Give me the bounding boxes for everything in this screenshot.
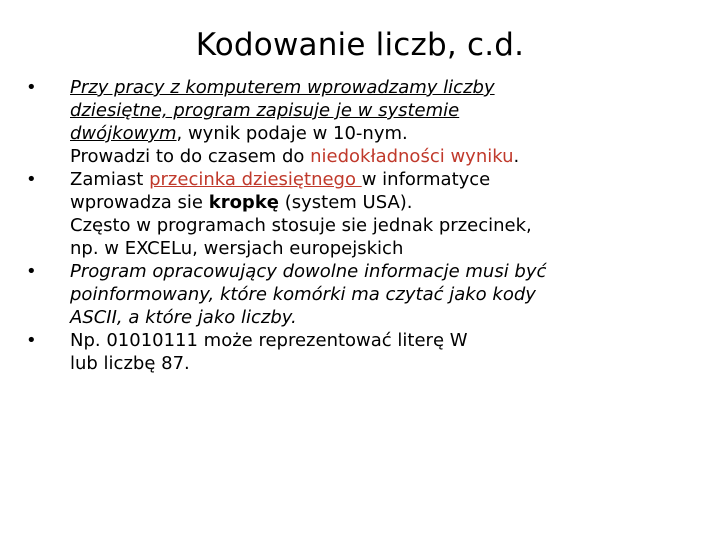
bullet-2-line-2: wprowadza sie kropkę (system USA).	[70, 192, 413, 213]
bullet-1-line-1: Przy pracy z komputerem wprowadzamy liczby	[70, 77, 495, 98]
highlight-przecinka: przecinka dziesiętnego	[149, 169, 362, 190]
bullet-dot-icon: •	[26, 330, 37, 351]
bullet-item-3	[0, 260, 720, 329]
bullet-item-2	[0, 168, 720, 260]
bullet-1-line-3: dwójkowym, wynik podaje w 10-nym.	[70, 123, 408, 144]
bullet-4-line-1: Np. 01010111 może reprezentować literę W	[70, 330, 468, 351]
bullet-dot-icon: •	[26, 77, 37, 98]
bullet-2-line-4: np. w EXCELu, wersjach europejskich	[70, 238, 404, 259]
bullet-1-line-4: Prowadzi to do czasem do niedokładności wyniku.	[70, 146, 520, 167]
bullet-list	[0, 76, 720, 375]
bullet-text-4	[70, 329, 710, 375]
highlight-niedokladnosci: niedokładności wyniku	[310, 146, 514, 167]
bullet-3-line-2: poinformowany, które komórki ma czytać jako kody	[70, 284, 536, 305]
bullet-2-line-3: Często w programach stosuje sie jednak przecinek,	[70, 215, 532, 236]
bullet-dot-icon: •	[26, 261, 37, 282]
bullet-text-3	[70, 260, 710, 329]
bullet-item-1	[0, 76, 720, 168]
slide-title: Kodowanie liczb, c.d.	[195, 27, 525, 63]
bullet-text-1	[70, 76, 710, 168]
bold-kropke: kropkę	[208, 192, 279, 213]
bullet-text-2	[70, 168, 710, 260]
bullet-4-line-2: lub liczbę 87.	[70, 353, 190, 374]
bullet-3-line-3: ASCII, a które jako liczby.	[70, 307, 297, 328]
bullet-item-4	[0, 329, 720, 375]
bullet-dot-icon: •	[26, 169, 37, 190]
bullet-1-line-2: dziesiętne, program zapisuje je w systemie	[70, 100, 460, 121]
bullet-3-line-1: Program opracowujący dowolne informacje musi być	[70, 261, 547, 282]
bullet-2-line-1: Zamiast przecinka dziesiętnego w informatyce	[70, 169, 491, 190]
